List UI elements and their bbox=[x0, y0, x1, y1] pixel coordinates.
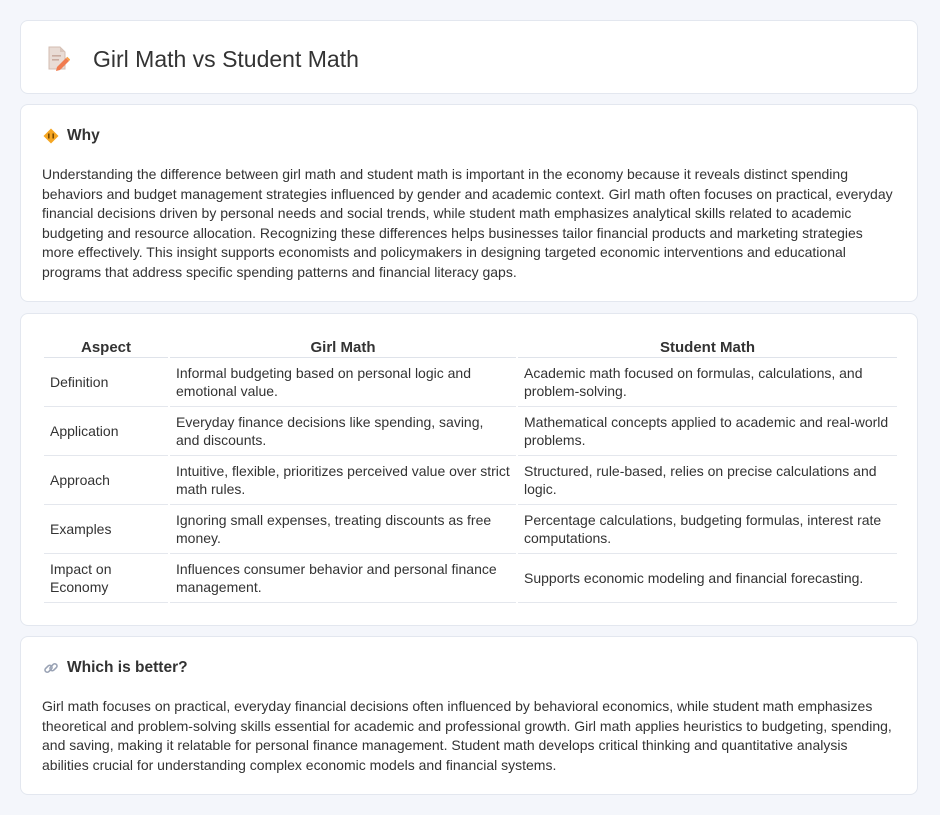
link-icon bbox=[43, 660, 59, 676]
comparison-table bbox=[42, 337, 899, 603]
header-card bbox=[20, 20, 918, 94]
cell-girl-math: Influences consumer behavior and personal finance management. bbox=[170, 554, 516, 603]
cell-student-math: Academic math focused on formulas, calculations, and problem-solving. bbox=[518, 358, 897, 407]
cell-girl-math: Ignoring small expenses, treating discounts as free money. bbox=[170, 505, 516, 554]
cell-student-math: Structured, rule-based, relies on precise calculations and logic. bbox=[518, 456, 897, 505]
better-heading bbox=[43, 659, 188, 677]
cell-student-math: Percentage calculations, budgeting formulas, interest rate computations. bbox=[518, 505, 897, 554]
page-title: Girl Math vs Student Math bbox=[93, 46, 359, 72]
cell-girl-math: Intuitive, flexible, prioritizes perceived value over strict math rules. bbox=[170, 456, 516, 505]
why-title: Why bbox=[67, 127, 100, 144]
table-row bbox=[44, 456, 897, 505]
why-section bbox=[20, 104, 918, 302]
table-row bbox=[44, 407, 897, 456]
better-title: Which is better? bbox=[67, 659, 188, 676]
diamond-warning-icon bbox=[43, 128, 59, 144]
cell-aspect: Approach bbox=[44, 456, 168, 505]
table-header-row bbox=[44, 337, 897, 358]
table-row bbox=[44, 554, 897, 603]
header-aspect: Aspect bbox=[44, 337, 168, 358]
better-paragraph: Girl math focuses on practical, everyday financial decisions often influenced by behavioral economics, while student math emphasizes theoretical and problem-solving skills essential for academic and professional growth. Girl math applies heuristics to budgeting, spending, and saving, making it relatable for personal finance management. Student math develops critical thinking and quantitative analysis abilities crucial for understanding complex economic models and financial systems. bbox=[42, 698, 892, 773]
which-is-better-section bbox=[20, 636, 918, 795]
header-girl-math: Girl Math bbox=[170, 337, 516, 358]
why-paragraph: Understanding the difference between girl math and student math is important in the economy because it reveals distinct spending behaviors and budget management strategies influenced by gender and academic context. Girl math often focuses on practical, everyday financial decisions driven by personal needs and social trends, while student math emphasizes analytical skills related to academic budgeting and resource allocation. Recognizing these differences helps businesses tailor financial products and marketing strategies more effectively. This insight supports economists and policymakers in designing targeted economic interventions and educational programs that address specific spending patterns and financial literacy gaps. bbox=[42, 166, 893, 280]
table-row bbox=[44, 505, 897, 554]
document-pencil-icon bbox=[46, 45, 70, 71]
why-heading bbox=[43, 127, 100, 145]
cell-student-math: Supports economic modeling and financial forecasting. bbox=[518, 554, 897, 603]
cell-aspect: Examples bbox=[44, 505, 168, 554]
comparison-card bbox=[20, 313, 918, 626]
table-row bbox=[44, 358, 897, 407]
cell-girl-math: Everyday finance decisions like spending, saving, and discounts. bbox=[170, 407, 516, 456]
cell-student-math: Mathematical concepts applied to academic and real-world problems. bbox=[518, 407, 897, 456]
cell-aspect: Impact on Economy bbox=[44, 554, 168, 603]
cell-aspect: Definition bbox=[44, 358, 168, 407]
header-student-math: Student Math bbox=[518, 337, 897, 358]
cell-girl-math: Informal budgeting based on personal logic and emotional value. bbox=[170, 358, 516, 407]
cell-aspect: Application bbox=[44, 407, 168, 456]
